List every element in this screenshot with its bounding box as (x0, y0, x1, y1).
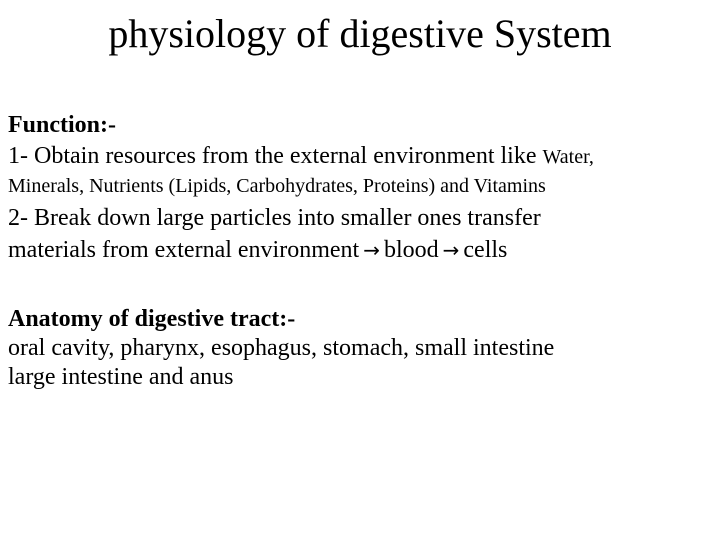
function-item-1-line-2: Minerals, Nutrients (Lipids, Carbohydrates, Proteins) and Vitamins (8, 175, 546, 197)
anatomy-line-2: large intestine and anus (8, 364, 234, 390)
function-item-1-line-1 (8, 140, 714, 172)
anatomy-section (8, 304, 714, 392)
function-item-1-text: 1- Obtain resources from the external environment like (8, 143, 543, 169)
anatomy-line-1: oral cavity, pharynx, esophagus, stomach, small intestine (8, 335, 555, 361)
slide-title: physiology of digestive System (108, 11, 612, 56)
function-item-2-line-2 (8, 234, 714, 266)
function-section (8, 110, 714, 266)
function-item-2-part-1: materials from external environment (8, 237, 360, 263)
function-item-2-line-1: 2- Break down large particles into smaller ones transfer (8, 205, 541, 231)
function-heading: Function:- (8, 112, 116, 138)
function-item-1-tail: Water, (542, 146, 594, 168)
function-item-2-part-2: blood (383, 237, 439, 263)
right-arrow-icon: → (442, 238, 460, 262)
function-item-2-part-3: cells (463, 237, 508, 263)
anatomy-heading: Anatomy of digestive tract:- (8, 306, 296, 332)
right-arrow-icon: → (363, 238, 380, 262)
